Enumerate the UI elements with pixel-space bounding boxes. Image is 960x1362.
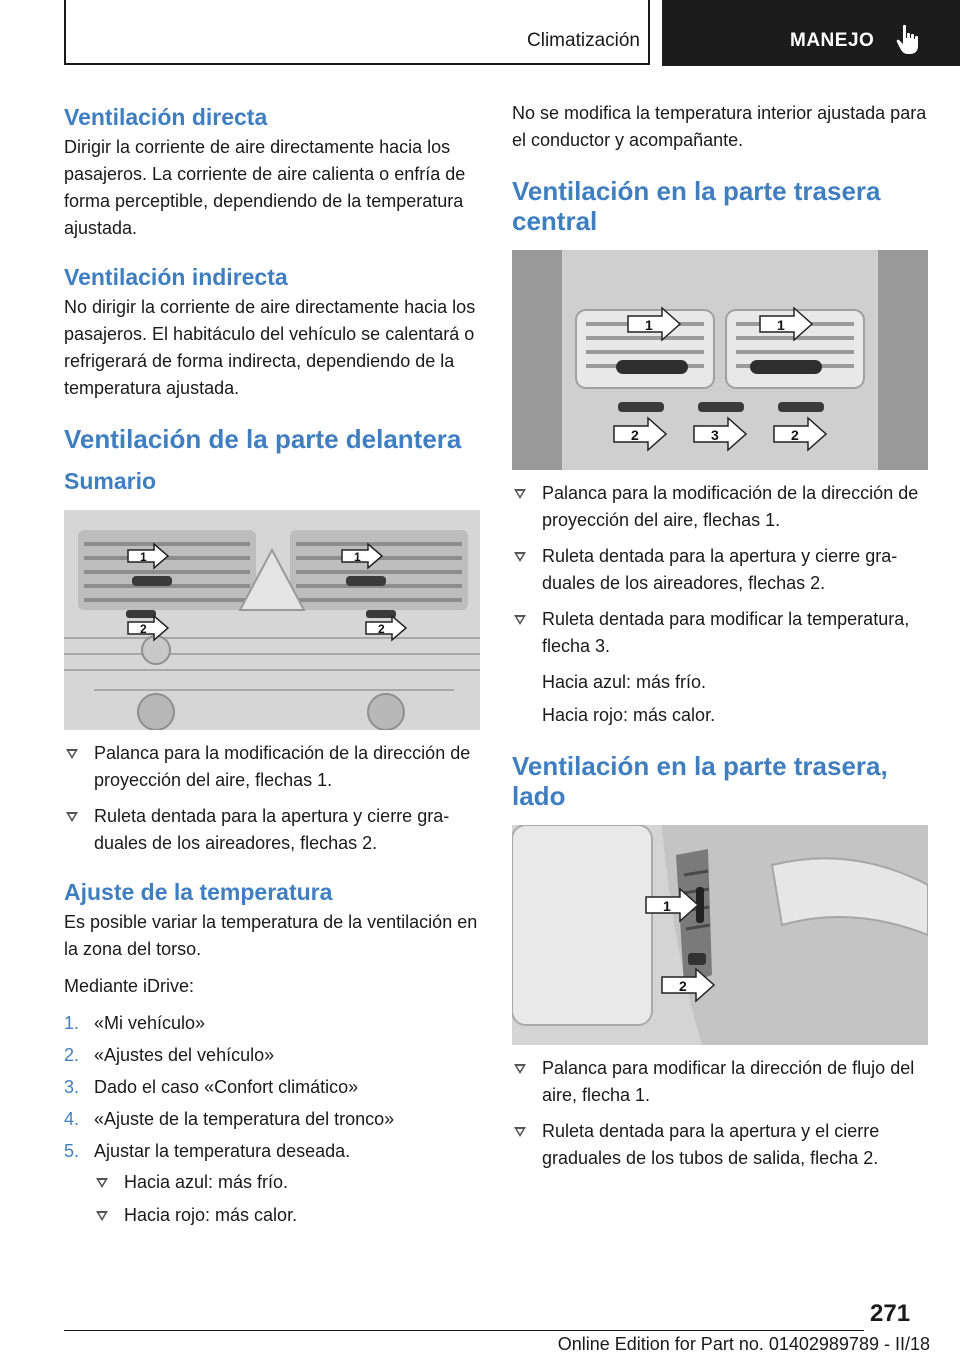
- step5-sublist: [94, 1169, 482, 1229]
- rear-side-vents-list: [512, 1055, 928, 1172]
- list-item: Hacia azul: más frío.: [94, 1169, 482, 1196]
- header-tab[interactable]: [662, 0, 960, 66]
- heading-indirect-ventilation: Ventilación indirecta: [64, 264, 288, 290]
- step-item: 2. «Ajustes del vehículo»: [64, 1045, 275, 1065]
- step-item: 1. «Mi vehículo»: [64, 1013, 206, 1033]
- heading-rear-center-ventilation: Ventilación en la parte trasera central: [512, 176, 881, 236]
- list-item: Ruleta dentada para modificar la temperatura, flecha 3.: [512, 606, 928, 660]
- list-item: Ruleta dentada para la apertura y cierre graduales de los aireadores, flechas 2.: [512, 543, 928, 597]
- triangle-bullet-icon: [514, 1064, 526, 1074]
- list-item: Ruleta dentada para la apertura y el cierre graduales de los tubos de salida, flecha 2.: [512, 1118, 928, 1172]
- right-column: [512, 100, 928, 1181]
- rear-center-vents-list: [512, 480, 928, 660]
- header-rule-left: [64, 0, 66, 64]
- triangle-bullet-icon: [66, 812, 78, 822]
- front-label-2b: 2: [378, 622, 385, 636]
- footer-rule: [64, 1330, 864, 1331]
- rear-side-label-1: 1: [663, 898, 671, 914]
- footer-edition: Online Edition for Part no. 01402989789 - II/18: [557, 1334, 930, 1354]
- rear-center-label-1b: 1: [777, 317, 785, 333]
- hand-pointer-icon: [894, 24, 924, 56]
- rear-center-label-2a: 2: [631, 427, 639, 443]
- triangle-bullet-icon: [514, 615, 526, 625]
- header-tab-label: MANEJO: [790, 30, 875, 51]
- rear-center-vents-image: [512, 250, 928, 470]
- rear-center-label-2b: 2: [791, 427, 799, 443]
- rear-center-label-3: 3: [711, 427, 719, 443]
- heading-front-ventilation: Ventilación de la parte delantera: [64, 424, 462, 454]
- heading-summary: Sumario: [64, 468, 157, 494]
- sub-text-blue-colder: Hacia azul: más frío.: [542, 672, 707, 692]
- front-vents-list: [64, 740, 482, 857]
- sub-text-red-warmer: Hacia rojo: más calor.: [542, 705, 716, 725]
- paragraph-temperature-adjust: Es posible variar la temperatura de la ventilación en la zona del torso.: [64, 912, 478, 959]
- list-item: Palanca para modificar la dirección de flujo del aire, flecha 1.: [512, 1055, 928, 1109]
- step-item: 4. «Ajuste de la temperatura del tronco»: [64, 1109, 395, 1129]
- header-rule-mid: [648, 0, 650, 64]
- step-item: 5. Ajustar la temperatura deseada. Hacia azul: más frío. Hacia rojo: más calor.: [64, 1138, 482, 1229]
- list-item: Palanca para la modificación de la dirección de proyección del aire, flechas 1.: [512, 480, 928, 534]
- header-rule-bottom: [64, 63, 650, 65]
- triangle-bullet-icon: [66, 749, 78, 759]
- rear-side-vents-image: [512, 825, 928, 1045]
- triangle-bullet-icon: [96, 1211, 108, 1221]
- left-column: [64, 100, 482, 1235]
- front-vents-image: [64, 510, 480, 730]
- rear-side-label-2: 2: [679, 978, 687, 994]
- paragraph-idrive: Mediante iDrive:: [64, 976, 195, 996]
- list-item: Ruleta dentada para la apertura y cierre graduales de los aireadores, flechas 2.: [64, 803, 482, 857]
- triangle-bullet-icon: [514, 489, 526, 499]
- paragraph-indirect-ventilation: No dirigir la corriente de aire directamente hacia los pasajeros. El habitáculo del vehículo se calentará o refrigerará de forma indirecta, dependiendo de la temperatura ajustada.: [64, 297, 476, 398]
- heading-direct-ventilation: Ventilación directa: [64, 104, 268, 130]
- list-item: Hacia rojo: más calor.: [94, 1202, 482, 1229]
- header-section-title: Climatización: [527, 30, 640, 51]
- triangle-bullet-icon: [514, 552, 526, 562]
- rear-center-label-1a: 1: [645, 317, 653, 333]
- paragraph-temperature-unchanged: No se modifica la temperatura interior ajustada para el conductor y acompañante.: [512, 103, 927, 150]
- triangle-bullet-icon: [96, 1178, 108, 1188]
- front-label-1a: 1: [140, 550, 147, 564]
- idrive-steps: [64, 1010, 482, 1229]
- paragraph-direct-ventilation: Dirigir la corriente de aire directamente hacia los pasajeros. La corriente de aire calienta o enfría de forma perceptible, dependiendo de la temperatura ajustada.: [64, 137, 466, 238]
- heading-rear-side-ventilation: Ventilación en la parte trasera, lado: [512, 751, 888, 811]
- heading-temperature-adjust: Ajuste de la temperatura: [64, 879, 333, 905]
- list-item: Palanca para la modificación de la dirección de proyección del aire, flechas 1.: [64, 740, 482, 794]
- step-item: 3. Dado el caso «Confort climático»: [64, 1077, 359, 1097]
- triangle-bullet-icon: [514, 1127, 526, 1137]
- page-number: 271: [870, 1300, 911, 1327]
- front-label-2a: 2: [140, 622, 147, 636]
- front-label-1b: 1: [354, 550, 361, 564]
